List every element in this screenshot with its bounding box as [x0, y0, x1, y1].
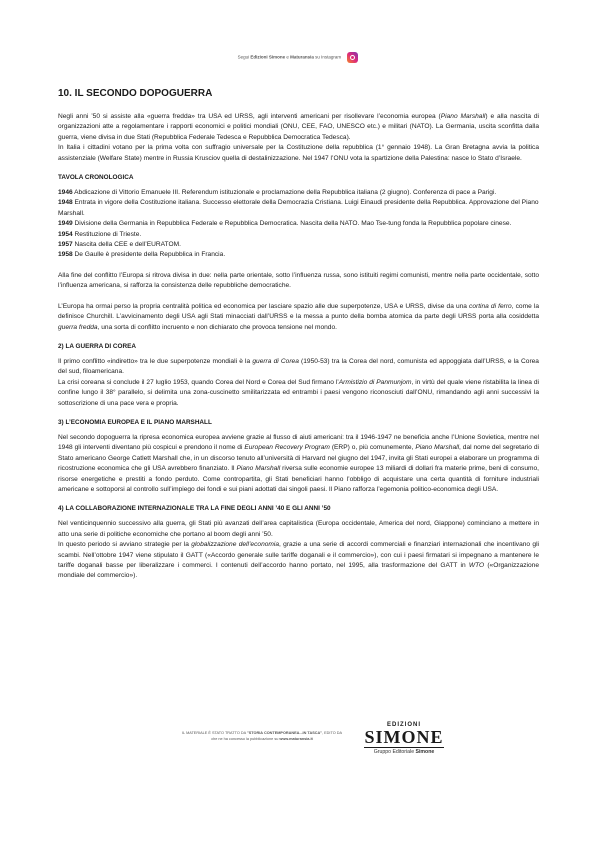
instagram-icon[interactable] — [347, 52, 358, 63]
footer-link[interactable]: www.maturansia.it — [279, 737, 313, 741]
italic-run: guerra fredda — [58, 323, 98, 331]
text-run: Negli anni ’50 si assiste alla «guerra fredda» tra USA ed URSS, agli interventi americani per risollevare l’economia europea ( — [58, 113, 441, 120]
text-run: («Organizzazione mondiale del commercio»). — [58, 562, 540, 580]
timeline — [58, 188, 539, 261]
text-run: L’Europa ha ormai perso la propria centralità politica ed economica per lasciare spazio alle due superpotenze, USA e URSS, divise da una — [58, 302, 470, 310]
text-run: , grazie a una serie di accordi commerciali e finanziari internazionali che incentivano gli scambi. Nell’ottobre 1947 viene stipulato il GATT («Accordo generale sulle tariffe doganali e il commercio»), con cui i paesi firmatari si impegnano a mantenere le tariffe doganali basse per liberalizzare i commerci. I contenuti dell’accordo hanno portato, nel 1995, alla trasformazione del GATT in — [58, 541, 539, 569]
section-3-title: 3) L’ECONOMIA EUROPEA E IL PIANO MARSHALL — [58, 418, 212, 426]
intro-paragraph-1 — [58, 112, 539, 164]
timeline-year: 1948 — [58, 199, 73, 207]
timeline-text: Nascita della CEE e dell’EURATOM. — [72, 241, 181, 249]
timeline-year: 1958 — [58, 251, 73, 259]
page-title: 10. IL SECONDO DOPOGUERRA — [58, 88, 213, 99]
timeline-entry — [58, 240, 539, 250]
text-run: In questo periodo si avviano strategie per la — [58, 541, 192, 549]
timeline-entry — [58, 198, 539, 219]
timeline-text: Entrata in vigore della Costituzione italiana. Successo elettorale della Democrazia Cristiana. Luigi Einaudi presidente della Repubblica. Approvazione del Piano Marshall. — [58, 199, 539, 217]
timeline-text: Abdicazione di Vittorio Emanuele III. Referendum istituzionale e proclamazione della Repubblica italiana (2 giugno). Conferenza di pace a Parigi. — [72, 189, 497, 197]
text-run: , come la definisce Churchill. L’avvicinamento degli USA agli Stati minacciati dall’URSS e la messa a punto della bomba atomica da parte degli URSS porta alla cosiddetta — [58, 302, 539, 321]
timeline-year: 1946 — [58, 189, 73, 197]
timeline-title: TAVOLA CRONOLOGICA — [58, 174, 134, 182]
timeline-text: Restituzione di Trieste. — [72, 230, 142, 238]
section-2-paragraph — [58, 357, 539, 409]
simone-logo — [360, 722, 448, 760]
promo-brand2: Maturansia — [290, 54, 314, 60]
text-run: "STORIA CONTEMPORANEA...IN TASCA" — [246, 731, 323, 735]
italic-run: European Recovery Program — [244, 444, 330, 452]
footer-line-2 — [172, 736, 352, 742]
text-run: Nel venticinquennio successivo alla guerra, gli Stati più avanzati dell’area capitalistica (Europa occidentale, America del nord, Giappone) cominciano a mettere in atto una serie di politiche economiche che portano al boom degli anni ’50. — [58, 520, 539, 538]
section-4-title: 4) LA COLLABORAZIONE INTERNAZIONALE TRA LA FINE DEGLI ANNI ’40 E GLI ANNI ’50 — [58, 505, 331, 513]
logo-top-text: EDIZIONI — [386, 722, 421, 728]
italic-run: Piano Marshall — [236, 465, 281, 473]
timeline-entry — [58, 188, 539, 198]
italic-run: WTO — [468, 562, 485, 569]
text-run: (1950-53) tra la Corea del nord, comunista ed appoggiata dall’URSS, e la Corea del sud, filoamericana. — [58, 357, 539, 376]
text-run: ) e alla nascita di organizzazioni atte a regolamentare i rapporti economici e politici mondiali (ONU, CEE, FAO, UNESCO etc.) e militari (NATO). La Germania, uscita sconfitta dalla guerra, viene divisa in due Stati (Repubblica Federale Tedesca e Repubblica Democratica Tedesca). — [58, 113, 539, 141]
promo-text-mid: e — [285, 54, 291, 60]
text-run: , dal nome del segretario di Stato americano George Catlett Marshall che, in un discorso tenuto all’università di Harvard nel giugno del 1947, invita gli Stati europei a elaborare un programma di ricostruzione economica che gli USA avrebbero finanziato. Il — [58, 444, 539, 473]
italic-run: Piano Marshall — [415, 444, 460, 452]
text-run: riversa sulle economie europee 13 miliardi di dollari fra materie prime, beni di consumo, risorse energetiche e prestiti a fondo perduto. Come contropartita, gli Stati beneficiari hanno l’obbligo di acquistare una certa quantità di forniture industriali americane e sottoporsi al controllo sull’impiego dei fondi e sui piani adottati dai singoli paesi. Il Piano rafforza l’egemonia politico-economica degli USA. — [58, 465, 539, 493]
timeline-entry — [58, 219, 539, 229]
italic-run: Piano Marshall — [440, 113, 486, 120]
text-run: Simone — [415, 749, 435, 755]
promo-brand: Edizioni Simone — [250, 54, 286, 60]
italic-run: cortina di ferro — [469, 302, 512, 310]
timeline-year: 1949 — [58, 220, 73, 228]
footer — [0, 714, 596, 774]
text-run: Il primo conflitto «indiretto» tra le due superpotenze mondiali è la — [58, 357, 253, 365]
text-run: La crisi coreana si conclude il 27 luglio 1953, quando Corea del Nord e Corea del Sud firmano l’ — [58, 378, 339, 386]
logo-divider — [364, 747, 444, 748]
section-3-paragraph — [58, 433, 539, 495]
timeline-entry — [58, 250, 539, 260]
document-body — [58, 88, 539, 592]
text-run: che ne ha concesso la pubblicazione su — [211, 737, 280, 741]
text-run: , EDITO DA — [322, 731, 342, 735]
timeline-text: Divisione della Germania in Repubblica Federale e Repubblica Democratica. Nascita della NATO. Mao Tse-tung fonda la Repubblica popolare cinese. — [72, 220, 512, 228]
footer-credit — [172, 730, 352, 742]
text-run: , una sorta di conflitto incruento e non dichiarato che provoca tensione nel mondo. — [97, 323, 337, 331]
paragraph-after-timeline: Alla fine del conflitto l’Europa si ritrova divisa in due: nella parte orientale, sotto l’influenza russa, sono istituiti regimi comunisti, mentre nella parte occidentale, sotto l’influenza americana, si rafforza la consistenza delle repubbliche democratiche. — [58, 271, 539, 290]
paragraph-europe — [58, 302, 539, 333]
text-run: , in virtù del quale viene ristabilita la linea di confine lungo il 38° parallelo, si delimita una zona-cuscinetto smilitarizzata ed entrambi i paesi vengono riconosciuti dall’ONU, rimandando agli anni successivi la sottoscrizione di una pace vera e propria. — [58, 378, 539, 407]
promo-text-post: su Instagram — [313, 54, 342, 60]
text-run: Nel secondo dopoguerra la ripresa economica europea avviene grazie al flusso di aiuti americani: tra il 1946-1947 ne beneficia anche l’Unione Sovietica, mentre nel 1948 gli interventi diventano più cospicui e prendono il nome di — [58, 433, 539, 452]
promo-text-pre: Segui — [237, 54, 251, 60]
text-run: In Italia i cittadini votano per la prima volta con suffragio universale per la Costituzione della repubblica (1° gennaio 1948). La Gran Bretagna avvia la politica assistenziale (Welfare State) mentre in Russia Krusciov quella di destalinizzazione. Nel 1947 l’ONU vota la spartizione della Palestina: nasce lo Stato d’Israele. — [58, 144, 539, 162]
text-run: IL MATERIALE È STATO TRATTO DA — [181, 731, 247, 735]
text-run: (ERP) o, più comunemente, — [329, 444, 416, 452]
italic-run: globalizzazione dell’economia — [191, 541, 280, 549]
logo-subtitle — [360, 749, 448, 755]
italic-run: Armistizio di Panmunjom — [338, 378, 412, 386]
header-promo — [0, 52, 596, 63]
text-run: Gruppo Editoriale — [373, 749, 416, 755]
section-4-paragraph — [58, 519, 539, 581]
timeline-year: 1954 — [58, 230, 73, 238]
timeline-entry — [58, 230, 539, 240]
logo-name: SIMONE — [364, 727, 444, 747]
timeline-text: De Gaulle è presidente della Repubblica in Francia. — [72, 251, 226, 259]
timeline-year: 1957 — [58, 241, 73, 249]
italic-run: guerra di Corea — [252, 357, 299, 365]
section-2-title: 2) LA GUERRA DI COREA — [58, 342, 136, 350]
